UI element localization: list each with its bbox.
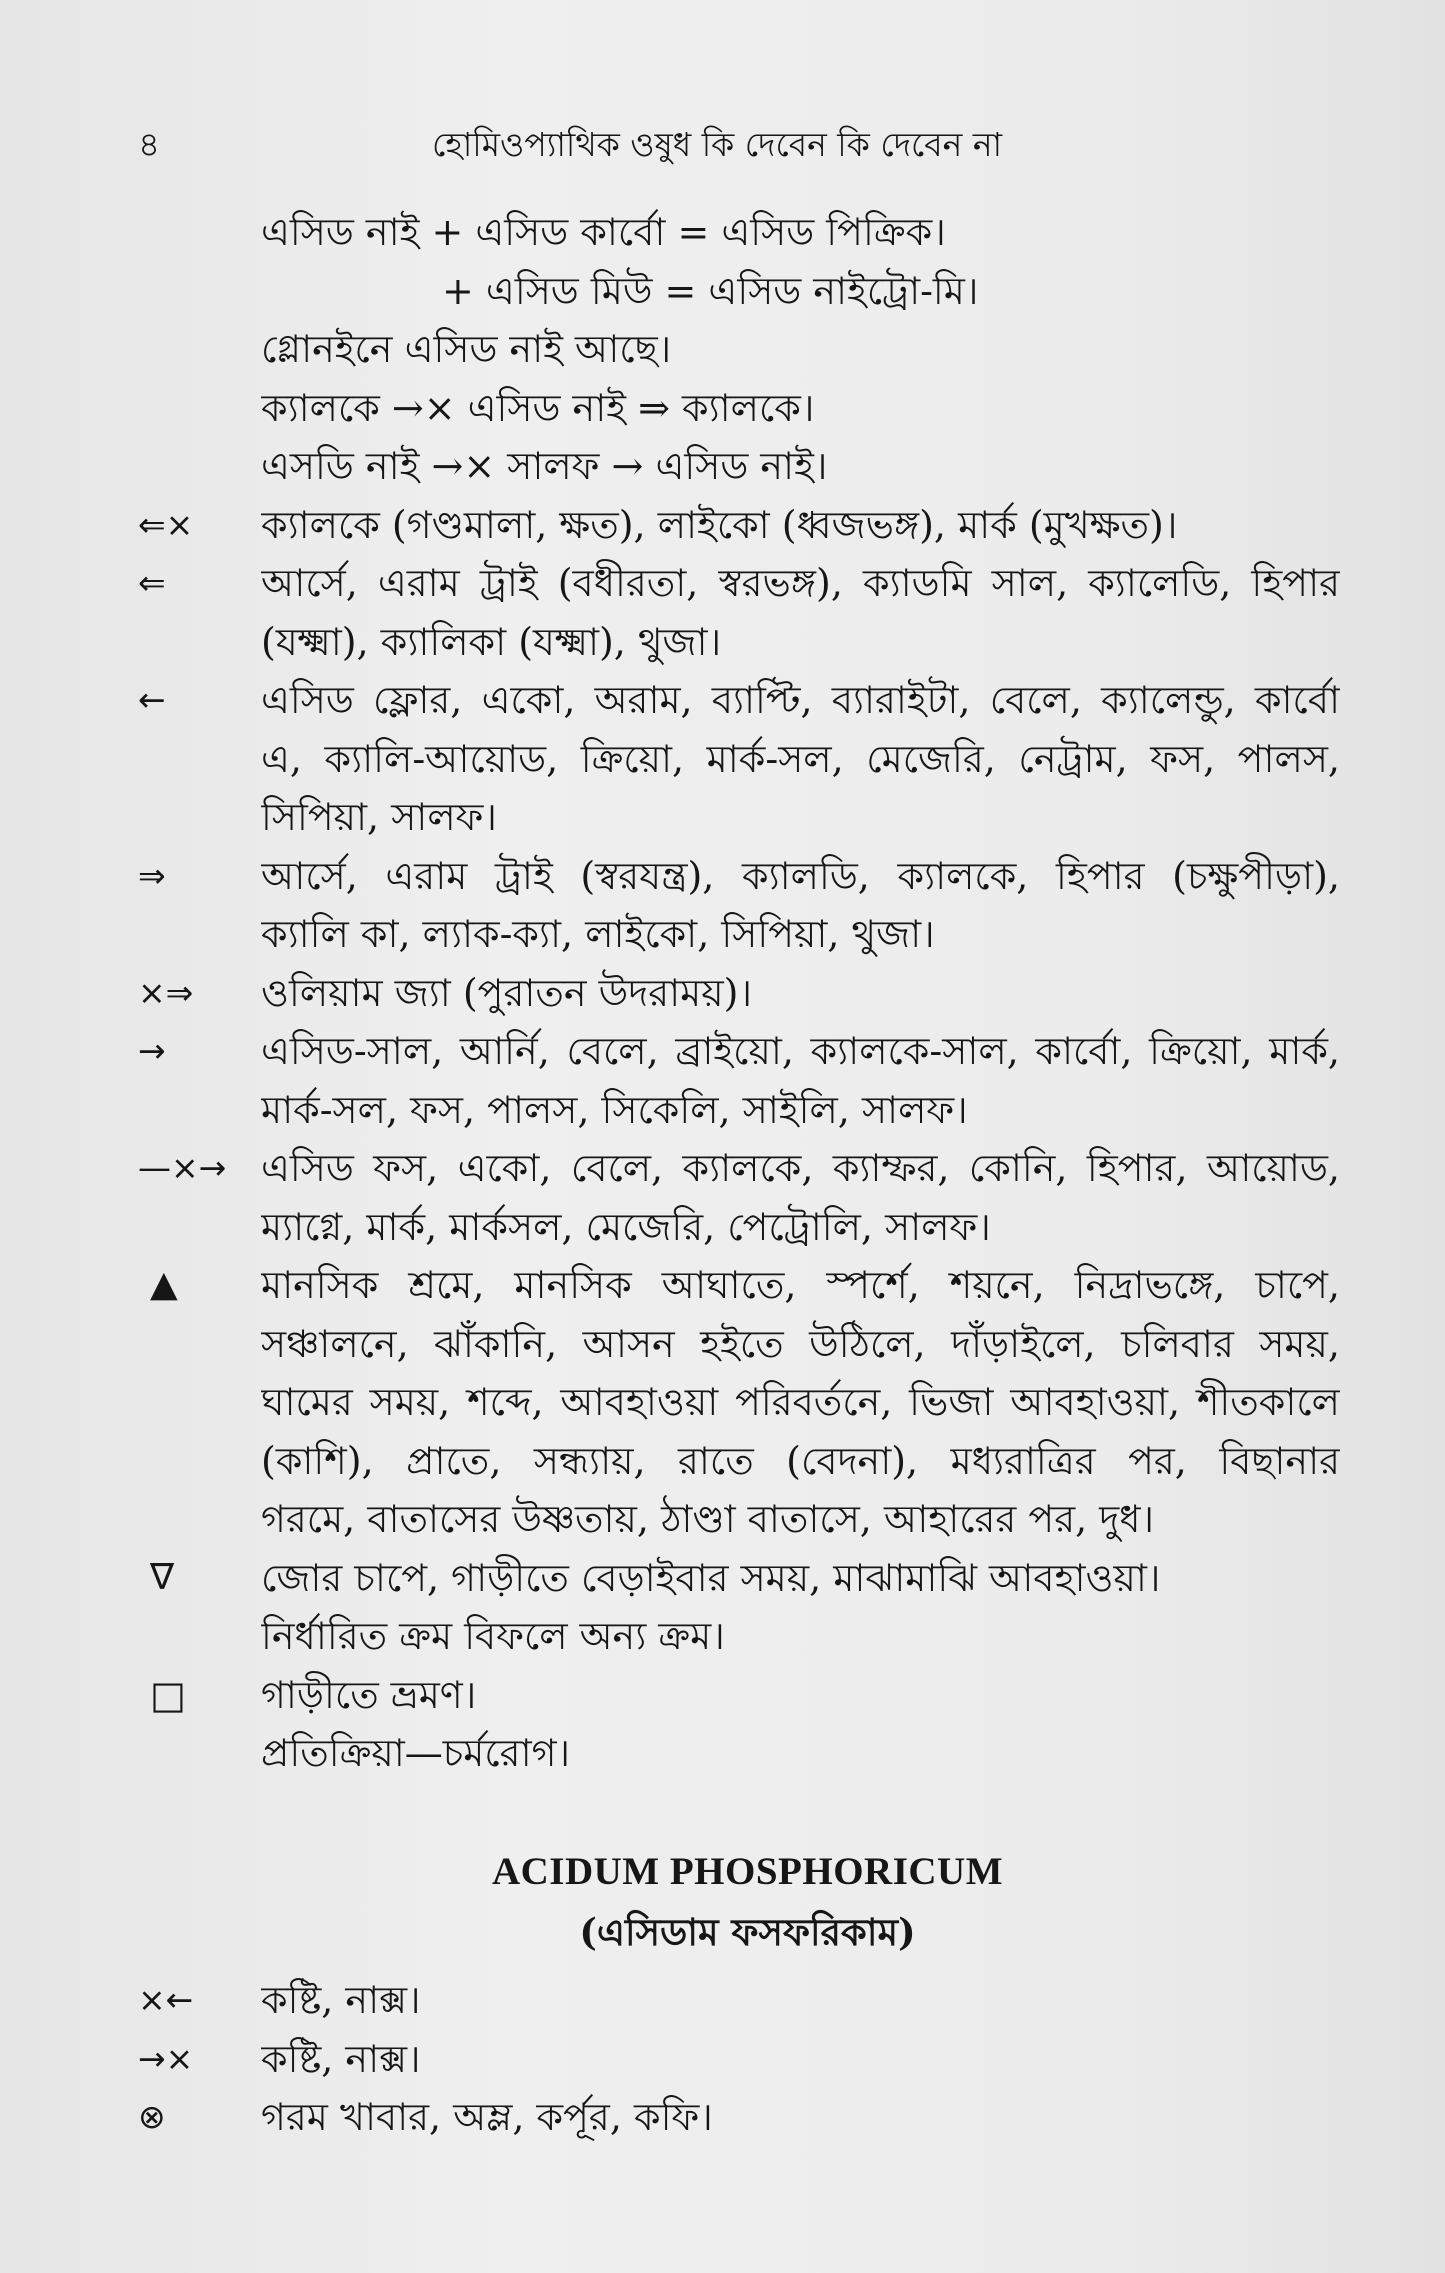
entry-line: (যক্ষ্মা), ক্যালিকা (যক্ষ্মা), থুজা। <box>261 619 722 664</box>
page-number: ৪ <box>138 125 161 165</box>
entry-row <box>0 964 1340 1023</box>
crossed-right-arrow-symbol: —×→ <box>138 1148 227 1187</box>
entry-row <box>0 671 1340 847</box>
remedy-relations-list <box>0 203 1445 1783</box>
left-arrow-symbol: ← <box>138 680 166 719</box>
circled-cross-symbol: ⊗ <box>138 2097 166 2136</box>
entry-row <box>0 262 1340 321</box>
entry-line: (কাশি), প্রাতে, সন্ধ্যায়, রাতে (বেদনা), মধ্যরাত্রির পর, বিছানার <box>261 1438 1340 1483</box>
entry-line: এসিড নাই + এসিড কার্বো = এসিড পিক্রিক। <box>261 210 946 254</box>
entry-row <box>0 847 1340 964</box>
cross-double-right-arrow-symbol: ×⇒ <box>138 972 194 1012</box>
section-title: ACIDUM PHOSPHORICUM <box>491 1850 1004 1893</box>
entry-line: মানসিক শ্রমে, মানসিক আঘাতে, স্পর্শে, শয়নে, নিদ্রাভঙ্গে, চাপে, <box>261 1263 1340 1307</box>
hollow-down-triangle-symbol: ∇ <box>150 1556 175 1598</box>
double-left-arrow-cross-symbol: ⇐× <box>138 504 194 544</box>
entry-line: গরম খাবার, অম্ল, কর্পূর, কফি। <box>261 2095 713 2139</box>
entry-line: + এসিড মিউ = এসিড নাইট্রো-মি। <box>442 268 979 313</box>
entry-line: জোর চাপে, গাড়ীতে বেড়াইবার সময়, মাঝামাঝি আবহাওয়া। <box>261 1555 1161 1600</box>
entry-line: ক্যালকে (গণ্ডমালা, ক্ষত), লাইকো (ধ্বজভঙ্গ), মার্ক (মুখক্ষত)। <box>261 502 1178 547</box>
entry-line: ঘামের সময়, শব্দে, আবহাওয়া পরিবর্তনে, ভিজা আবহাওয়া, শীতকালে <box>261 1380 1340 1424</box>
section-subtitle: (এসিডাম ফসফরিকাম) <box>579 1910 916 1954</box>
entry-row <box>0 1139 1340 1256</box>
entry-row <box>0 1549 1340 1608</box>
entry-row <box>0 2088 1340 2147</box>
section-acidum-phosphoricum <box>0 1843 1445 2147</box>
entry-row <box>0 496 1340 555</box>
entry-line: ম্যাগ্নে, মার্ক, মার্কসল, মেজেরি, পেট্রোলি, সালফ। <box>261 1204 991 1249</box>
double-right-arrow-symbol: ⇒ <box>138 855 166 895</box>
entry-line: প্রতিক্রিয়া—চর্মরোগ। <box>261 1731 571 1775</box>
page-header <box>0 116 1445 174</box>
entry-line: এসিড ফস, একো, বেলে, ক্যালকে, ক্যাম্ফর, কোনি, হিপার, আয়োড, <box>261 1146 1340 1190</box>
entry-line: গরমে, বাতাসের উষ্ণতায়, ঠাণ্ডা বাতাসে, আহারের পর, দুধ। <box>261 1497 1155 1541</box>
entry-line: গ্লোনইনে এসিড নাই আছে। <box>261 327 672 371</box>
entry-row <box>0 554 1340 671</box>
entry-line: গাড়ীতে ভ্রমণ। <box>261 1672 477 1717</box>
entry-line: নির্ধারিত ক্রম বিফলে অন্য ক্রম। <box>261 1614 725 1658</box>
entry-line: কষ্টি, নাক্স। <box>261 2036 421 2081</box>
entry-line: ক্যালি কা, ল্যাক-ক্যা, লাইকো, সিপিয়া, থুজা। <box>261 912 935 956</box>
entry-row <box>0 437 1340 496</box>
square-symbol: □ <box>150 1672 186 1717</box>
entry-row <box>0 1724 1340 1783</box>
entry-line: মার্ক-সল, ফস, পালস, সিকেলি, সাইলি, সালফ। <box>261 1087 968 1132</box>
entry-line: আর্সে, এরাম ট্রাই (বধীরতা, স্বরভঙ্গ), ক্যাডমি সাল, ক্যালেডি, হিপার <box>261 561 1340 605</box>
entry-line: এ, ক্যালি-আয়োড, ক্রিয়ো, মার্ক-সল, মেজেরি, নেট্রাম, ফস, পালস, <box>261 736 1340 781</box>
entry-line: কষ্টি, নাক্স। <box>261 1978 421 2022</box>
entry-line: ক্যালকে →× এসিড নাই ⇒ ক্যালকে। <box>261 385 815 430</box>
entry-line: এসডি নাই →× সালফ → এসিড নাই। <box>261 444 828 488</box>
double-left-arrow-symbol: ⇐ <box>138 563 166 602</box>
cross-left-arrow-symbol: ×← <box>138 1980 194 2019</box>
entry-row <box>0 2030 1340 2089</box>
entry-row <box>0 320 1340 379</box>
entry-line: ওলিয়াম জ্যা (পুরাতন উদরাময়)। <box>261 970 753 1015</box>
right-arrow-cross-symbol: →× <box>138 2038 194 2078</box>
entry-row <box>0 1607 1340 1666</box>
running-title: হোমিওপ্যাথিক ওষুধ কি দেবেন কি দেবেন না <box>432 125 1003 164</box>
entry-row <box>0 203 1340 262</box>
entry-row <box>0 1666 1340 1725</box>
entry-row <box>0 1022 1340 1139</box>
entry-row <box>0 1256 1340 1549</box>
entry-row <box>0 1971 1340 2030</box>
right-arrow-symbol: → <box>138 1031 166 1070</box>
section-entries <box>0 1971 1445 2147</box>
entry-line: এসিড ফ্লোর, একো, অরাম, ব্যাপ্টি, ব্যারাইটা, বেলে, ক্যালেন্ডু, কার্বো <box>261 678 1340 722</box>
filled-triangle-symbol: ▲ <box>150 1264 178 1305</box>
entry-line: সঞ্চালনে, ঝাঁকানি, আসন হইতে উঠিলে, দাঁড়াইলে, চলিবার সময়, <box>261 1321 1340 1366</box>
entry-line: এসিড-সাল, আর্নি, বেলে, ব্রাইয়ো, ক্যালকে-সাল, কার্বো, ক্রিয়ো, মার্ক, <box>261 1029 1340 1073</box>
entry-row <box>0 379 1340 438</box>
entry-line: আর্সে, এরাম ট্রাই (স্বরযন্ত্র), ক্যালডি, ক্যালকে, হিপার (চক্ষুপীড়া), <box>261 853 1340 898</box>
entry-line: সিপিয়া, সালফ। <box>261 795 497 839</box>
